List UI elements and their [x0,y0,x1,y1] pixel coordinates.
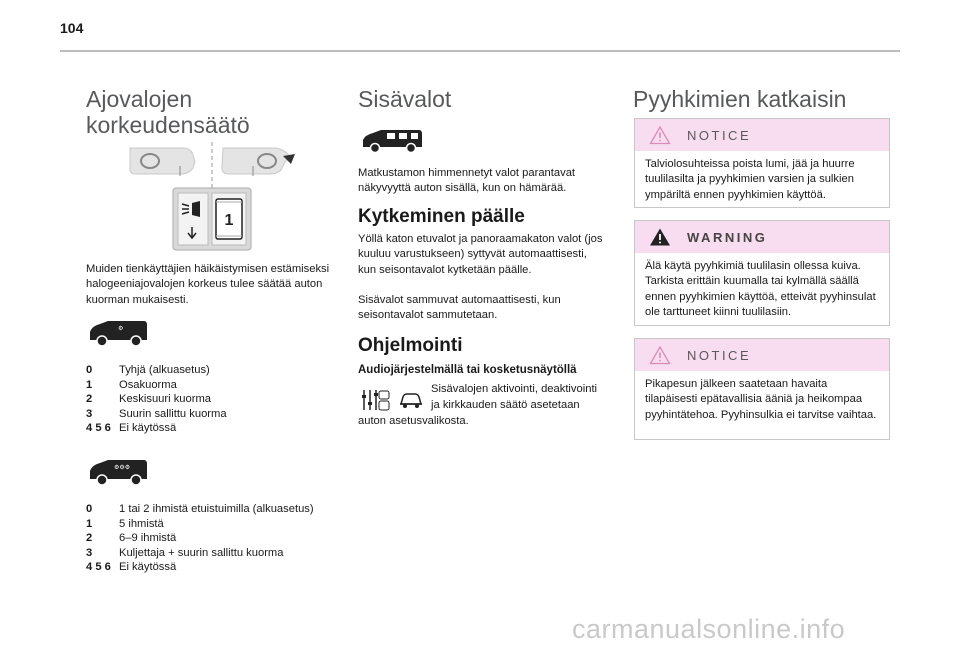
load-list-text: Ei käytössä [119,422,177,435]
van-icon [361,128,423,154]
svg-text:⚙⚙⚙: ⚙⚙⚙ [114,465,131,471]
passenger-list-key: 2 [86,532,93,545]
load-list-key: 3 [86,407,93,420]
notice-warning-triangle-icon [649,345,671,365]
passenger-list-text: 5 ihmistä [119,517,164,530]
car-settings-icon [398,390,424,410]
load-list-key: 0 [86,364,93,376]
page-number: 104 [60,20,84,36]
notice-box-washer [634,338,890,440]
steering-wheel-illustration [125,140,295,190]
passenger-list-item [86,546,314,561]
passenger-list-text: 6–9 ihmistä [119,532,177,545]
notice-label: NOTICE [687,347,752,363]
notice-header [635,119,889,151]
van-passengers-icon [88,457,148,487]
load-list [86,363,227,436]
notice-text: Pikapesun jälkeen saatetaan havaita tilapäisesti epätavallisia ääniä ja heikompaa pyyhintätehoa. Pyyhinsulkia ei tarvitse vaihtaa. [645,378,877,421]
programming-heading: Ohjelmointi [358,335,463,356]
warning-box [634,220,890,326]
passenger-list-text: Kuljettaja + suurin sallittu kuorma [119,546,284,559]
passenger-list-key: 0 [86,503,93,515]
warning-text: Älä käytä pyyhkimiä tuulilasin ollessa kuiva. Tarkista erittäin kuumalla tai kylmällä säällä ennen pyyhkimien käyttöä, etteivät pyyhinsulat ole tarttuneet kiinni tuulilasiin. [645,260,876,318]
load-list-text: Keskisuuri kuorma [119,393,212,406]
headlamp-title-line2: korkeudensäätö [86,112,250,138]
programming-text-line1: Sisävalojen aktivointi, deaktivointi [431,383,598,395]
load-list-key: 4 5 6 [86,422,111,435]
notice-label: NOTICE [687,127,752,143]
headlamp-intro: Muiden tienkäyttäjien häikäistymisen estämiseksi halogeeniajovalojen korkeus tulee säätää auton kuorman mukaisesti. [86,263,330,306]
load-list-item [86,421,227,436]
notice-box-winter [634,118,890,208]
passenger-list-text: 1 tai 2 ihmistä etuistuimilla (alkuasetus) [119,503,314,515]
load-list-key: 2 [86,393,93,406]
svg-text:⚙: ⚙ [118,326,124,332]
passenger-list-item [86,531,314,546]
programming-text-line3: auton asetusvalikosta. [358,415,469,427]
passenger-list-item [86,560,314,575]
passenger-list [86,502,314,575]
headlamp-section-title [86,86,250,138]
settings-sliders-icon [360,387,390,413]
switch-on-paragraph-1: Yöllä katon etuvalot ja panoraamakaton valot (jos kuuluu varustukseen) syttyvät automaattisesti, kun seisontavalot kytketään päälle. [358,233,603,276]
wiper-switch-title: Pyyhkimien katkaisin [633,86,847,112]
interior-lights-intro: Matkustamon himmennetyt valot parantavat näkyvyyttä auton sisällä, kun on hämärää. [358,167,576,195]
warning-label: WARNING [687,229,768,245]
switch-on-paragraph-2: Sisävalot sammuvat automaattisesti, kun seisontavalot sammutetaan. [358,294,561,322]
notice-header [635,339,889,371]
audio-subheading: Audiojärjestelmällä tai kosketusnäytöllä [358,364,577,376]
notice-warning-triangle-icon [649,125,671,145]
headlamp-title-line1: Ajovalojen [86,86,193,112]
switch-on-heading: Kytkeminen päälle [358,206,525,227]
headlamp-adjust-switch-icon [172,187,252,251]
van-icon [88,318,148,348]
passenger-list-item [86,502,314,517]
load-list-text: Osakuorma [119,378,177,391]
load-list-item [86,392,227,407]
load-list-text: Tyhjä (alkuasetus) [119,364,210,376]
passenger-list-text: Ei käytössä [119,561,177,574]
watermark: carmanualsonline.info [572,614,846,644]
interior-lights-title: Sisävalot [358,86,452,112]
passenger-list-key: 1 [86,517,93,530]
header-rule [60,50,900,52]
passenger-list-key: 3 [86,546,93,559]
load-list-item [86,363,227,378]
passenger-list-item [86,517,314,532]
warning-triangle-icon [649,227,671,247]
switch-digit: 1 [224,212,234,229]
warning-header [635,221,889,253]
load-list-item [86,407,227,422]
notice-text: Talviolosuhteissa poista lumi, jää ja huurre tuulilasilta ja pyyhkimien varsien ja sulkien ympäriltä ennen pyyhkimien käyttöä. [645,158,855,201]
passenger-list-key: 4 5 6 [86,561,111,574]
load-list-item [86,378,227,393]
load-list-key: 1 [86,378,93,391]
programming-text-line2: ja kirkkauden säätö asetetaan [431,399,580,411]
load-list-text: Suurin sallittu kuorma [119,407,227,420]
